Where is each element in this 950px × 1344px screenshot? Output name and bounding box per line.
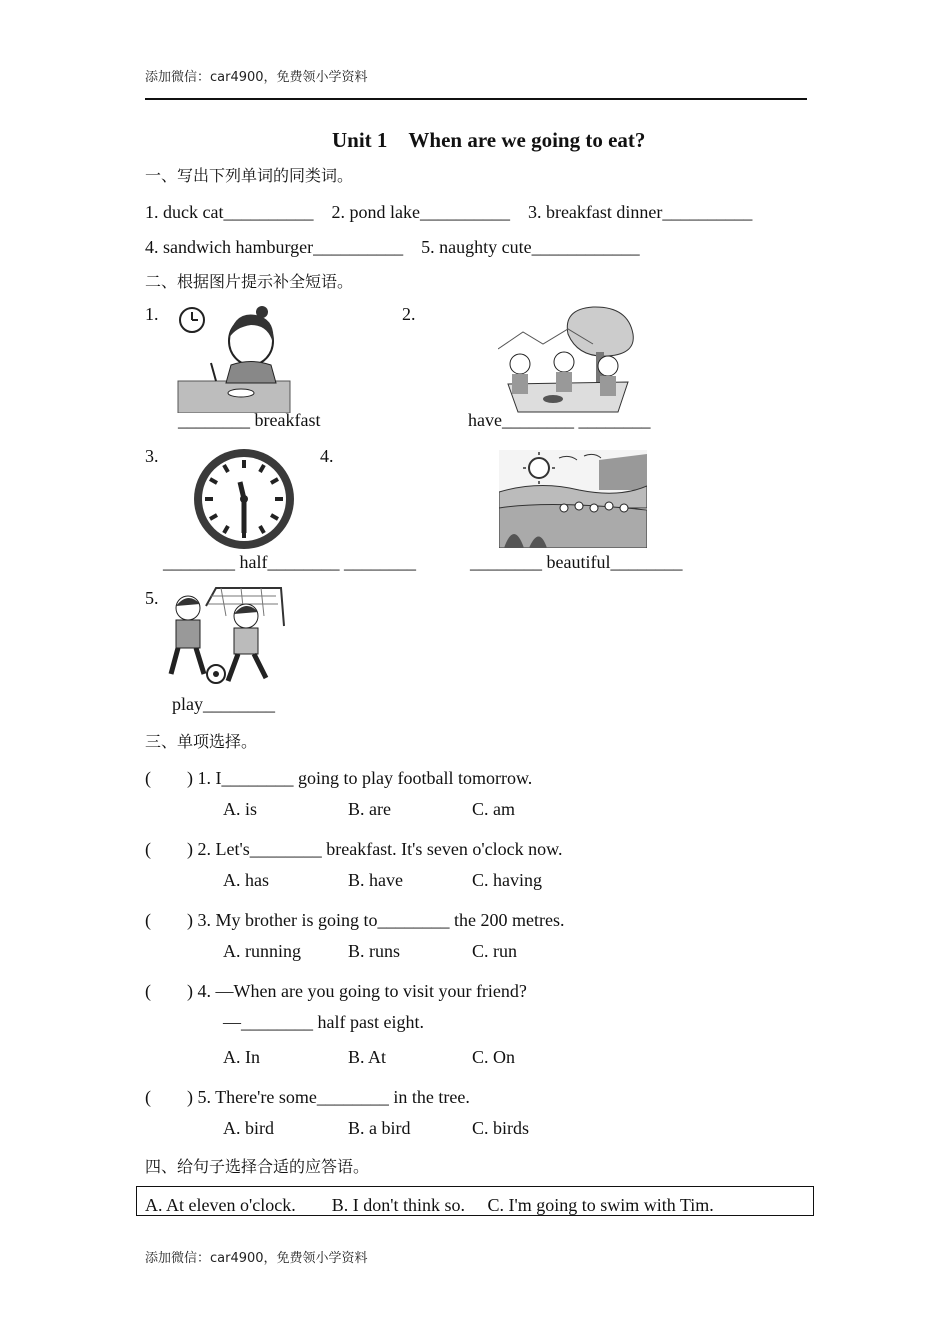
q1-option-c: C. am xyxy=(472,799,515,819)
section1-line1: 1. duck cat__________ 2. pond lake__________ 3. breakfast dinner__________ xyxy=(145,202,753,222)
section3-heading: 三、单项选择。 xyxy=(145,732,258,751)
picnic-illustration xyxy=(498,304,638,414)
q4-option-b: B. At xyxy=(348,1047,387,1067)
item-number-3: 3. xyxy=(145,446,159,466)
caption-4: ________ beautiful________ xyxy=(470,552,683,572)
question-1: ( ) 1. I________ going to play football tomorrow. xyxy=(145,768,533,788)
section2-heading: 二、根据图片提示补全短语。 xyxy=(145,272,354,291)
section1-heading: 一、写出下列单词的同类词。 xyxy=(145,166,354,185)
question-4: ( ) 4. —When are you going to visit your friend? xyxy=(145,981,527,1001)
q1-option-a: A. is xyxy=(223,799,258,819)
header-note: 添加微信：car4900，免费领小学资料 xyxy=(145,70,368,85)
answer-options: A. At eleven o'clock. B. I don't think so. C. I'm going to swim with Tim. xyxy=(145,1195,714,1215)
item-number-4: 4. xyxy=(320,446,334,466)
q3-option-c: C. run xyxy=(472,941,517,961)
caption-1: ________ breakfast xyxy=(178,410,321,430)
caption-5: play________ xyxy=(172,694,275,714)
girl-eating-illustration xyxy=(176,303,291,413)
boys-playing-football-illustration xyxy=(166,586,286,692)
q4-option-a: A. In xyxy=(223,1047,260,1067)
park-landscape-illustration xyxy=(499,450,647,548)
question-2: ( ) 2. Let's________ breakfast. It's seven o'clock now. xyxy=(145,839,563,859)
footer-note: 添加微信：car4900，免费领小学资料 xyxy=(145,1251,368,1266)
q5-option-c: C. birds xyxy=(472,1118,530,1138)
section1-line2: 4. sandwich hamburger__________ 5. naughty cute____________ xyxy=(145,237,640,257)
q1-option-b: B. are xyxy=(348,799,391,819)
header-rule xyxy=(145,98,807,100)
question-5: ( ) 5. There're some________ in the tree. xyxy=(145,1087,470,1107)
question-3: ( ) 3. My brother is going to________ the 200 metres. xyxy=(145,910,565,930)
q2-option-c: C. having xyxy=(472,870,542,890)
q2-option-a: A. has xyxy=(223,870,269,890)
caption-3: ________ half________ ________ xyxy=(163,552,416,572)
section4-heading: 四、给句子选择合适的应答语。 xyxy=(145,1157,370,1176)
item-number-5: 5. xyxy=(145,588,159,608)
q5-option-a: A. bird xyxy=(223,1118,274,1138)
clock-illustration xyxy=(188,447,298,551)
caption-2: have________ ________ xyxy=(468,410,651,430)
item-number-2: 2. xyxy=(402,304,416,324)
item-number-1: 1. xyxy=(145,304,159,324)
q2-option-b: B. have xyxy=(348,870,403,890)
question-4-answer-line: —________ half past eight. xyxy=(223,1012,424,1032)
page-title: Unit 1 When are we going to eat? xyxy=(332,128,646,152)
q4-option-c: C. On xyxy=(472,1047,516,1067)
q3-option-b: B. runs xyxy=(348,941,401,961)
q3-option-a: A. running xyxy=(223,941,301,961)
q5-option-b: B. a bird xyxy=(348,1118,411,1138)
